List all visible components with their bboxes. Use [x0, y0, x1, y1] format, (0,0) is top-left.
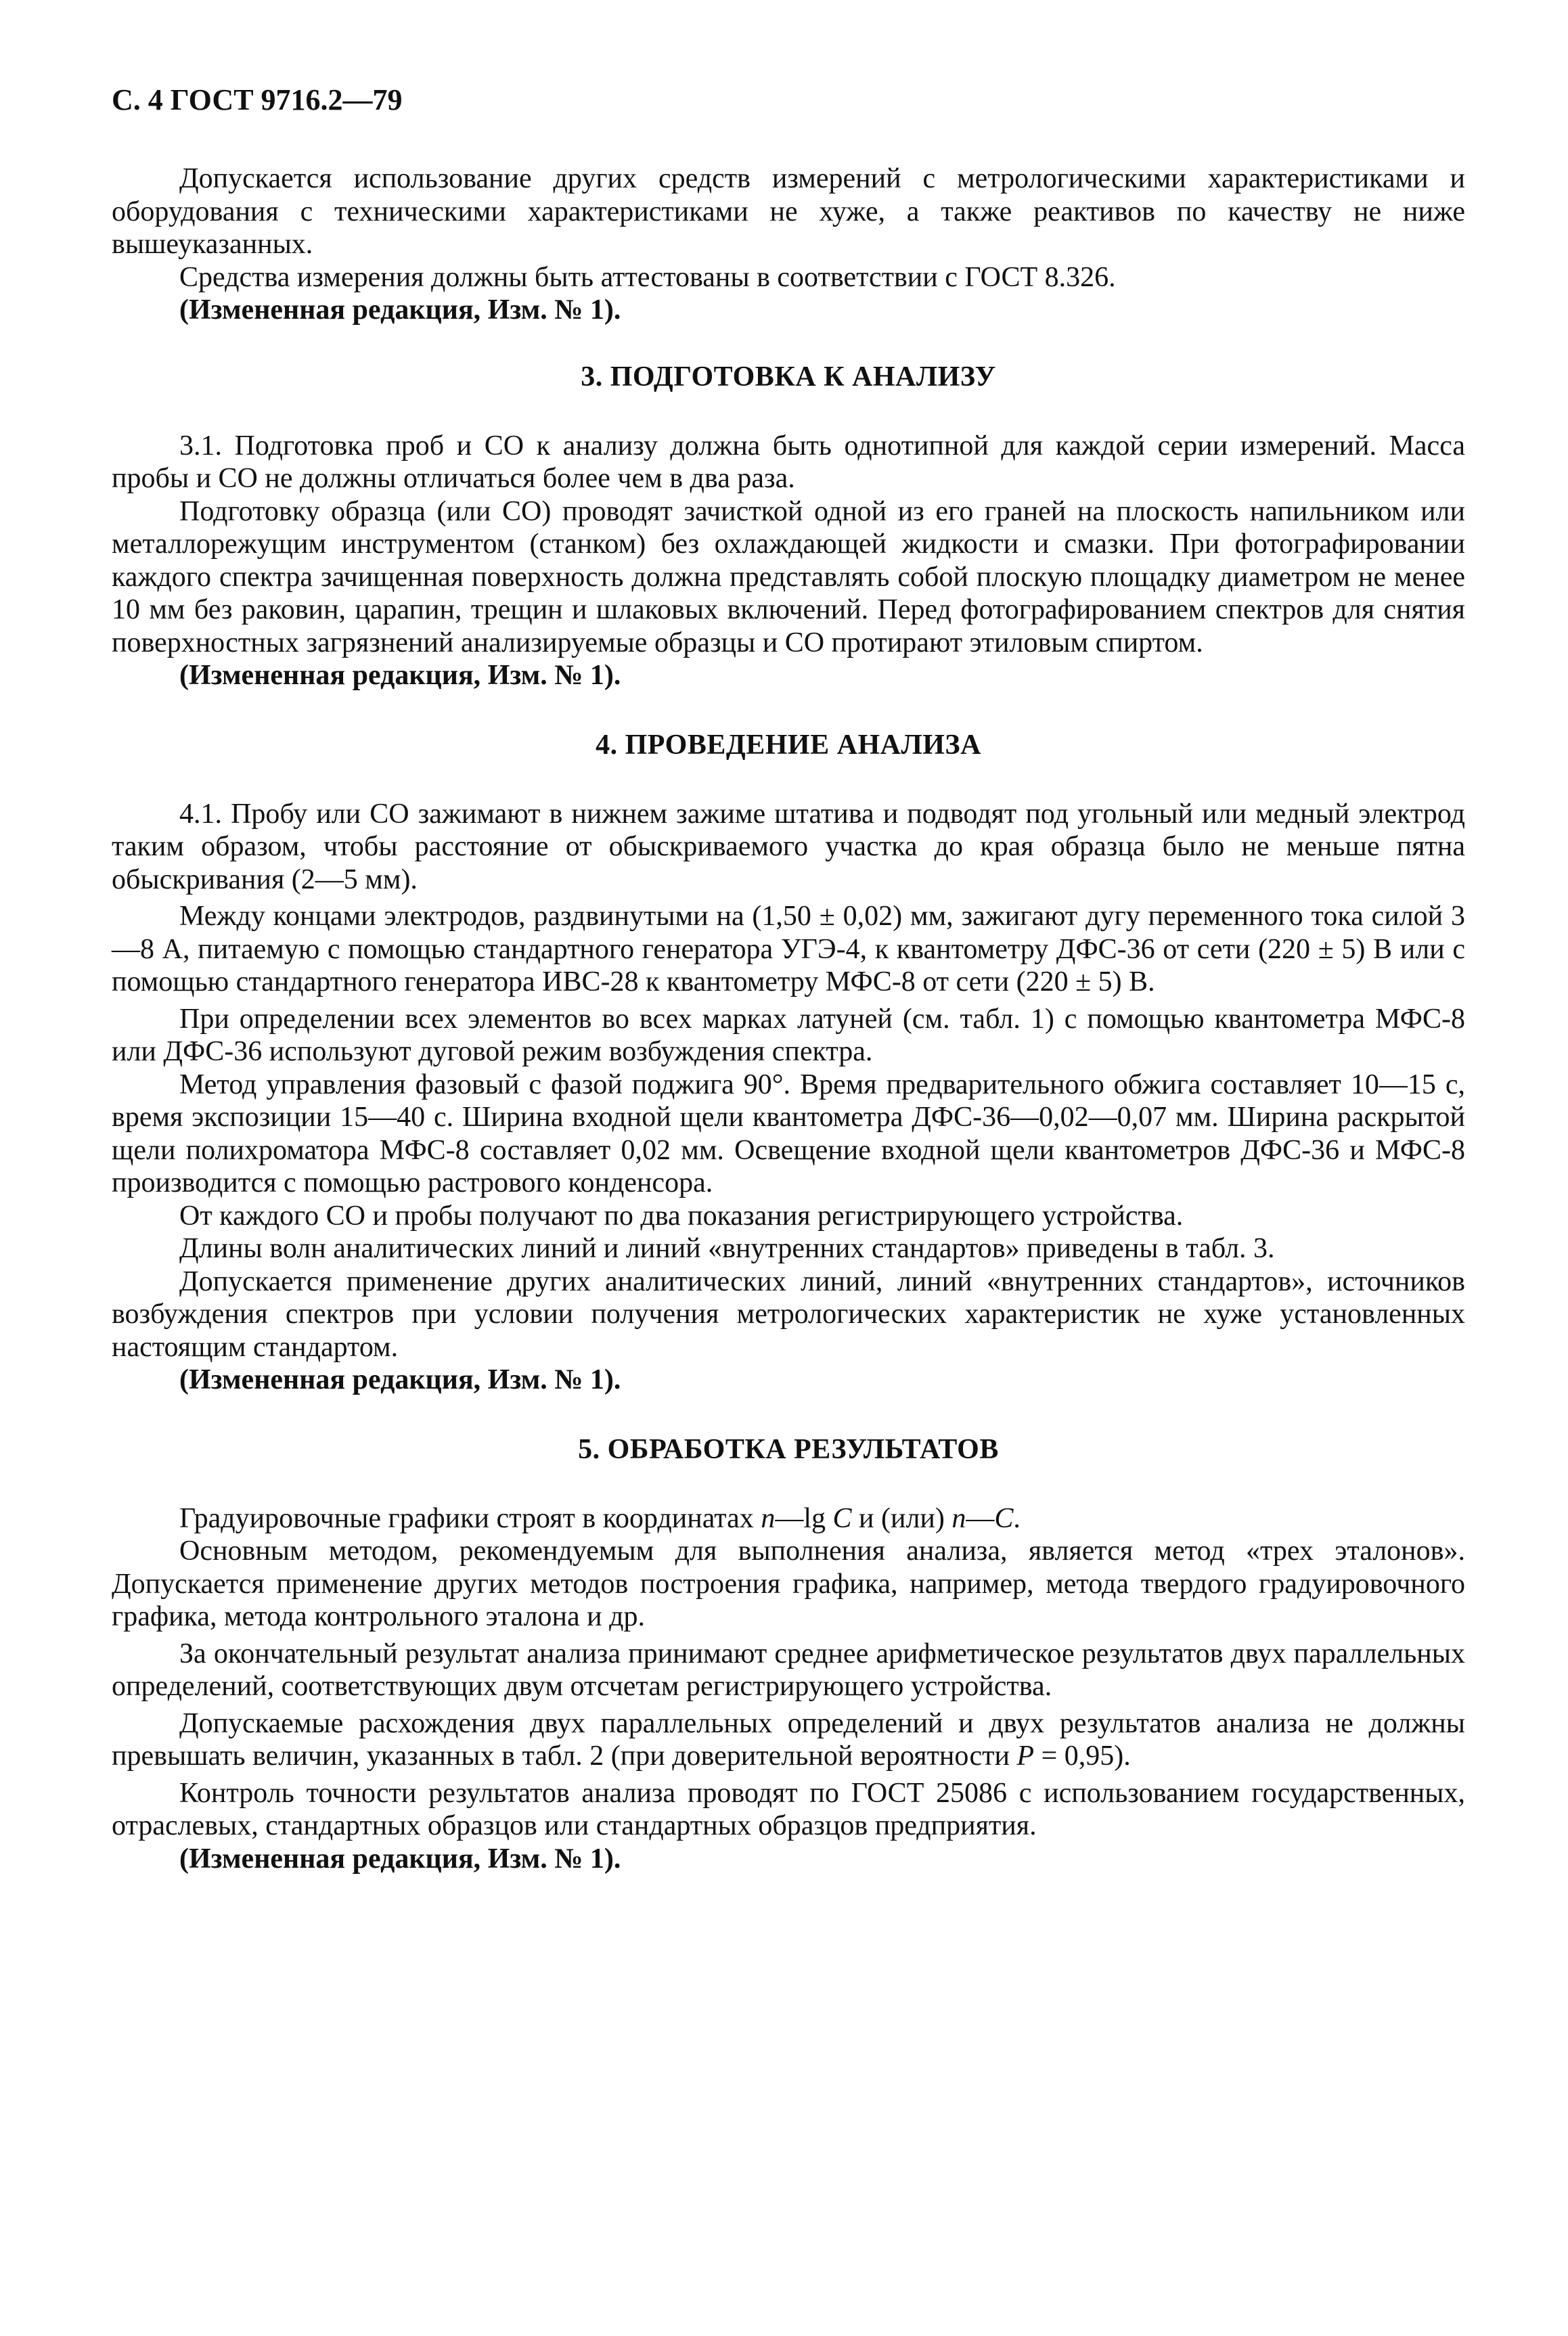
formula-variable: P [1016, 1740, 1035, 1772]
formula-variable: n [761, 1502, 776, 1534]
section-4-paragraph-6: Длины волн аналитических линий и линий «внутренних стандартов» приведены в табл. 3. [179, 1233, 1275, 1264]
formula-text: — [966, 1502, 995, 1534]
section-3-heading: 3. ПОДГОТОВКА К АНАЛИЗУ [581, 361, 996, 392]
intro-paragraph-2: Средства измерения должны быть аттестованы в соответствии с ГОСТ 8.326. [179, 261, 1116, 293]
section-4-paragraph-2: Между концами электродов, раздвинутыми на (1,50 ± 0,02) мм, зажигают дугу переменного тока силой 3—8 А, питаемую с помощью стандартного генератора УГЭ-4, к квантометру ДФС-36 от сети (220 ± 5) В или с помощью стандартного генератора ИВС-28 к квантометру МФС-8 от сети (220 ± 5) В. [112, 901, 1465, 997]
section-4-paragraph-4: Метод управления фазовый с фазой поджига 90°. Время предварительного обжига составляет 10—15 с, время экспозиции 15—40 с. Ширина входной щели квантометра ДФС-36—0,02—0,07 мм. Ширина раскрытой щели полихроматора МФС-8 составляет 0,02 мм. Освещение входной щели квантометров ДФС-36 и МФС-8 производится с помощью растрового конденсора. [112, 1069, 1465, 1198]
section-4-paragraph-1: 4.1. Пробу или СО зажимают в нижнем зажиме штатива и подводят под угольный или медный электрод таким образом, чтобы расстояние от обыскриваемого участка до края образца было не меньше пятна обыскривания (2—5 мм). [112, 798, 1465, 895]
formula-text: —lg [775, 1502, 833, 1534]
paragraph-text: = 0,95). [1034, 1740, 1131, 1772]
section-5-paragraph-1 [112, 1502, 1465, 1535]
section-5-heading: 5. ОБРАБОТКА РЕЗУЛЬТАТОВ [578, 1433, 999, 1465]
section-5-paragraph-4 [112, 1707, 1465, 1773]
intro-paragraph-1: Допускается использование других средств измерений с метрологическими характеристиками и оборудования с техническими характеристиками не хуже, а также реактивов по качеству не ниже вышеуказанных. [112, 163, 1465, 260]
amendment-note: (Измененная редакция, Изм. № 1). [179, 1843, 621, 1874]
amendment-note: (Измененная редакция, Изм. № 1). [179, 1364, 621, 1395]
formula-variable: C [994, 1502, 1014, 1534]
formula-variable: C [832, 1502, 852, 1534]
amendment-note: (Измененная редакция, Изм. № 1). [179, 294, 621, 325]
section-4-paragraph-5: От каждого СО и пробы получают по два показания регистрирующего устройства. [179, 1200, 1184, 1232]
paragraph-text: Допускаемые расхождения двух параллельных определений и двух результатов анализа не должны превышать величин, указанных в табл. 2 (при доверительной вероятности [112, 1707, 1465, 1772]
section-4-heading: 4. ПРОВЕДЕНИЕ АНАЛИЗА [596, 729, 981, 761]
page-header: С. 4 ГОСТ 9716.2—79 [112, 83, 403, 116]
formula-text: и (или) [851, 1502, 952, 1534]
section-5-paragraph-5: Контроль точности результатов анализа проводят по ГОСТ 25086 с использованием государственных, отраслевых, стандартных образцов или стандартных образцов предприятия. [112, 1777, 1465, 1841]
section-3-paragraph-2: Подготовку образца (или СО) проводят зачисткой одной из его граней на плоскость напильником или металлорежущим инструментом (станком) без охлаждающей жидкости и смазки. При фотографировании каждого спектра зачищенная поверхность должна представлять собой плоскую площадку диаметром не менее 10 мм без раковин, царапин, трещин и шлаковых включений. Перед фотографированием спектров для снятия поверхностных загрязнений анализируемые образцы и СО протирают этиловым спиртом. [112, 495, 1465, 658]
section-3-paragraph-1: 3.1. Подготовка проб и СО к анализу должна быть однотипной для каждой серии измерений. Масса пробы и СО не должны отличаться более чем в два раза. [112, 430, 1465, 494]
amendment-note: (Измененная редакция, Изм. № 1). [179, 660, 621, 691]
section-5-paragraph-2: Основным методом, рекомендуемым для выполнения анализа, является метод «трех эталонов». Допускается применение других методов построения графика, например, метода твердого градуировочного графика, метода контрольного эталона и др. [112, 1535, 1465, 1632]
formula-text: . [1013, 1502, 1021, 1534]
section-5-paragraph-3: За окончательный результат анализа принимают среднее арифметическое результатов двух параллельных определений, соответствующих двум отсчетам регистрирующего устройства. [112, 1638, 1465, 1702]
section-4-paragraph-3: При определении всех элементов во всех марках латуней (см. табл. 1) с помощью квантометра МФС-8 или ДФС-36 используют дуговой режим возбуждения спектра. [112, 1003, 1465, 1067]
section-4-paragraph-7: Допускается применение других аналитических линий, линий «внутренних стандартов», источников возбуждения спектров при условии получения метрологических характеристик не хуже установленных настоящим стандартом. [112, 1265, 1465, 1363]
paragraph-text: Градуировочные графики строят в координатах [179, 1502, 761, 1534]
document-page [112, 81, 1465, 1875]
formula-variable: n [951, 1502, 966, 1534]
